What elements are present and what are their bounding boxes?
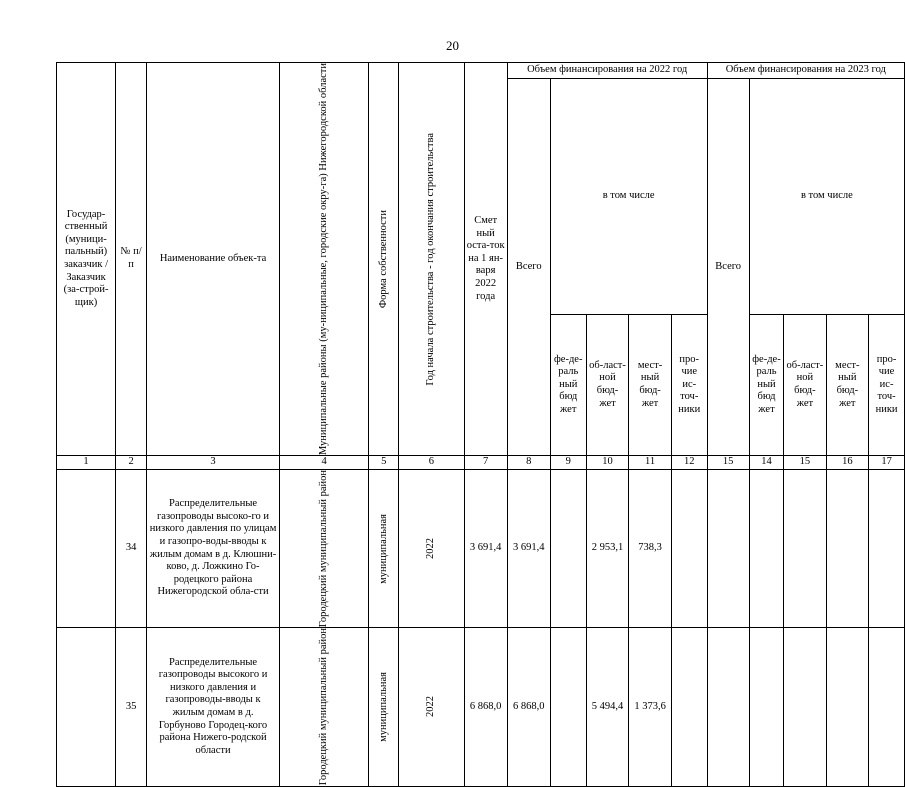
header-funding-2022: Объем финансирования на 2022 год: [507, 63, 707, 79]
column-number: 4: [279, 456, 368, 470]
local-2023-value: [826, 628, 869, 786]
header-local-2023: мест-ный бюд-жет: [826, 315, 869, 456]
year-value: 2022: [425, 696, 437, 718]
column-number: 11: [629, 456, 672, 470]
header-regional-2022: об-ласт-ной бюд-жет: [586, 315, 628, 456]
header-ownership-text: Форма собственности: [377, 209, 389, 309]
total-2022-value: 6 868,0: [507, 628, 550, 786]
column-number: 3: [147, 456, 280, 470]
municipal-name: Городецкий муниципальный район: [318, 628, 330, 786]
ownership-value: муниципальная: [377, 513, 389, 584]
remaining-cost-value: 3 691,4: [464, 470, 507, 628]
header-years-text: Год начала строительства - год окончания строительства: [425, 132, 437, 386]
header-other-2022: про-чие ис-точ-ники: [671, 315, 707, 456]
page-number: 20: [446, 38, 459, 53]
header-customer: Государ-ственный (муници-пальный) заказчик / Заказчик (за-строй-щик): [57, 63, 116, 456]
header-num: № п/п: [116, 63, 147, 456]
ownership-value: муниципальная: [377, 672, 389, 742]
year-cell: [399, 470, 464, 628]
column-number: 12: [671, 456, 707, 470]
total-2022-value: 3 691,4: [507, 470, 550, 628]
year-cell: [399, 628, 464, 786]
federal-2022-value: [550, 628, 586, 786]
other-2022-value: [671, 470, 707, 628]
column-number: 15: [707, 456, 749, 470]
header-object-name: Наименование объек-та: [147, 63, 280, 456]
other-2023-value: [869, 470, 905, 628]
municipal-cell: [279, 470, 368, 628]
column-numbers-row: [57, 456, 905, 470]
header-total-2022: Всего: [507, 79, 550, 456]
header-federal-2022: фе-де-раль ный бюд жет: [550, 315, 586, 456]
column-number: 7: [464, 456, 507, 470]
column-number: 17: [869, 456, 905, 470]
total-2023-value: [707, 628, 749, 786]
customer-cell: [57, 470, 116, 628]
local-2022-value: 738,3: [629, 470, 672, 628]
customer-cell: [57, 628, 116, 786]
header-total-2023: Всего: [707, 79, 749, 456]
column-number: 1: [57, 456, 116, 470]
funding-table: [56, 62, 905, 787]
local-2023-value: [826, 470, 869, 628]
column-number: 14: [749, 456, 784, 470]
remaining-cost-value: 6 868,0: [464, 628, 507, 786]
column-number: 5: [369, 456, 399, 470]
federal-2023-value: [749, 470, 784, 628]
header-including-2022: в том числе: [550, 79, 707, 315]
header-regional-2023: об-ласт-ной бюд-жет: [784, 315, 826, 456]
header-municipal-text: Муниципальные районы (му-ниципальные, городские окру-га) Нижегородской области: [318, 63, 330, 456]
column-number: 10: [586, 456, 628, 470]
regional-2022-value: 2 953,1: [586, 470, 628, 628]
column-number: 9: [550, 456, 586, 470]
row-number: 35: [116, 628, 147, 786]
column-number: 15: [784, 456, 826, 470]
header-ownership: [369, 63, 399, 456]
ownership-cell: [369, 628, 399, 786]
table-row: [57, 470, 905, 628]
header-local-2022: мест-ный бюд-жет: [629, 315, 672, 456]
row-number: 34: [116, 470, 147, 628]
regional-2023-value: [784, 628, 826, 786]
object-name: Распределительные газопроводы высоко-го и низкого давления по улицам и газопро-воды-вводы к жилым домам в д. Клюшни-ково, д. Ложкино Го-родецкого района Нижегородской обла-сти: [147, 470, 280, 628]
municipal-name: Городецкий муниципальный район: [318, 470, 330, 628]
federal-2023-value: [749, 628, 784, 786]
header-municipal: [279, 63, 368, 456]
regional-2023-value: [784, 470, 826, 628]
header-remaining-cost: Смет ный оста-ток на 1 ян-варя 2022 года: [464, 63, 507, 456]
other-2023-value: [869, 628, 905, 786]
ownership-cell: [369, 470, 399, 628]
total-2023-value: [707, 470, 749, 628]
header-years: [399, 63, 464, 456]
municipal-cell: [279, 628, 368, 786]
table-row: [57, 628, 905, 786]
object-name: Распределительные газопроводы высокого и низкого давления и газопроводы-вводы к жилым домам в д. Горбуново Городец-кого района Нижего-родской области: [147, 628, 280, 786]
year-value: 2022: [425, 538, 437, 560]
header-including-2023: в том числе: [749, 79, 904, 315]
federal-2022-value: [550, 470, 586, 628]
header-other-2023: про-чие ис-точ-ники: [869, 315, 905, 456]
header-funding-2023: Объем финансирования на 2023 год: [707, 63, 904, 79]
column-number: 2: [116, 456, 147, 470]
other-2022-value: [671, 628, 707, 786]
column-number: 6: [399, 456, 464, 470]
header-federal-2023: фе-де-раль ный бюд жет: [749, 315, 784, 456]
column-number: 8: [507, 456, 550, 470]
local-2022-value: 1 373,6: [629, 628, 672, 786]
regional-2022-value: 5 494,4: [586, 628, 628, 786]
column-number: 16: [826, 456, 869, 470]
